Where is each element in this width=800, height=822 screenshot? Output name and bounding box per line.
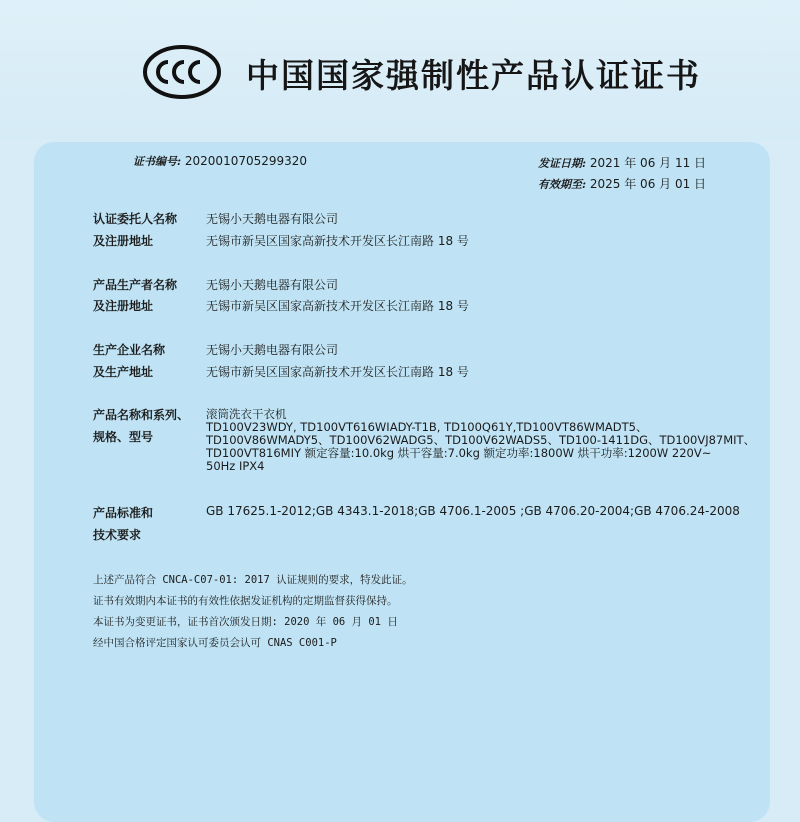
certificate-title: 中国国家强制性产品认证证书 bbox=[246, 56, 701, 95]
product-line: TD100V23WDY, TD100VT616WIADY-T1B, TD100Q61Y,TD100VT86WMADT5、 bbox=[206, 420, 648, 434]
factory-value: 无锡小天鹅电器有限公司 bbox=[206, 343, 339, 357]
cert-no-label: 证书编号: bbox=[133, 155, 182, 168]
expiry-date-label: 有效期至: bbox=[538, 178, 587, 191]
expiry-date-row bbox=[538, 174, 706, 195]
cert-no-value: 2020010705299320 bbox=[184, 154, 308, 168]
product-line: 滚筒洗衣干衣机 bbox=[206, 407, 287, 421]
factory-address-label: 及生产地址 bbox=[93, 365, 154, 379]
certificate-header bbox=[0, 0, 800, 140]
product-label-line-2: 规格、型号 bbox=[93, 430, 154, 444]
manufacturer-address-value: 无锡市新吴区国家高新技术开发区长江南路 18 号 bbox=[206, 299, 469, 313]
note-line: 上述产品符合 CNCA-C07-01: 2017 认证规则的要求，特发此证。 bbox=[93, 574, 413, 586]
certificate-number bbox=[133, 153, 307, 169]
applicant-label: 认证委托人名称 bbox=[93, 212, 178, 226]
product-line: TD100V86WMADY5、TD100V62WADG5、TD100V62WADS5、TD100-1411DG、TD100VJ87MIT、 bbox=[206, 433, 756, 447]
factory-label: 生产企业名称 bbox=[93, 343, 166, 357]
expiry-date-value: 2025 年 06 月 01 日 bbox=[589, 177, 707, 191]
standard-label-line-1: 产品标准和 bbox=[93, 506, 154, 520]
product-models bbox=[206, 407, 756, 473]
manufacturer-address-label: 及注册地址 bbox=[93, 299, 154, 313]
manufacturer-label: 产品生产者名称 bbox=[93, 278, 178, 292]
certificate-notes bbox=[93, 570, 413, 654]
note-line: 证书有效期内本证书的有效性依据发证机构的定期监督获得保持。 bbox=[93, 595, 398, 607]
applicant-address-label: 及注册地址 bbox=[93, 234, 154, 248]
note-line: 本证书为变更证书，证书首次颁发日期: 2020 年 06 月 01 日 bbox=[93, 616, 398, 628]
applicant-address-value: 无锡市新吴区国家高新技术开发区长江南路 18 号 bbox=[206, 234, 469, 248]
standard-label-line-2: 技术要求 bbox=[93, 528, 142, 542]
issue-date-label: 发证日期: bbox=[538, 157, 587, 170]
certificate-dates bbox=[538, 153, 706, 195]
standard-value: GB 17625.1-2012;GB 4343.1-2018;GB 4706.1-2005 ;GB 4706.20-2004;GB 4706.24-2008 bbox=[206, 504, 740, 518]
note-line: 经中国合格评定国家认可委员会认可 CNAS C001-P bbox=[93, 637, 337, 649]
ccc-logo-icon bbox=[142, 44, 222, 100]
product-line: 50Hz IPX4 bbox=[206, 459, 265, 473]
product-label-line-1: 产品名称和系列、 bbox=[93, 408, 190, 422]
product-line: TD100VT816MIY 额定容量:10.0kg 烘干容量:7.0kg 额定功率:1800W 烘干功率:1200W 220V~ bbox=[206, 446, 712, 460]
issue-date-row bbox=[538, 153, 706, 174]
issue-date-value: 2021 年 06 月 11 日 bbox=[589, 156, 707, 170]
factory-address-value: 无锡市新吴区国家高新技术开发区长江南路 18 号 bbox=[206, 365, 469, 379]
applicant-value: 无锡小天鹅电器有限公司 bbox=[206, 212, 339, 226]
manufacturer-value: 无锡小天鹅电器有限公司 bbox=[206, 278, 339, 292]
